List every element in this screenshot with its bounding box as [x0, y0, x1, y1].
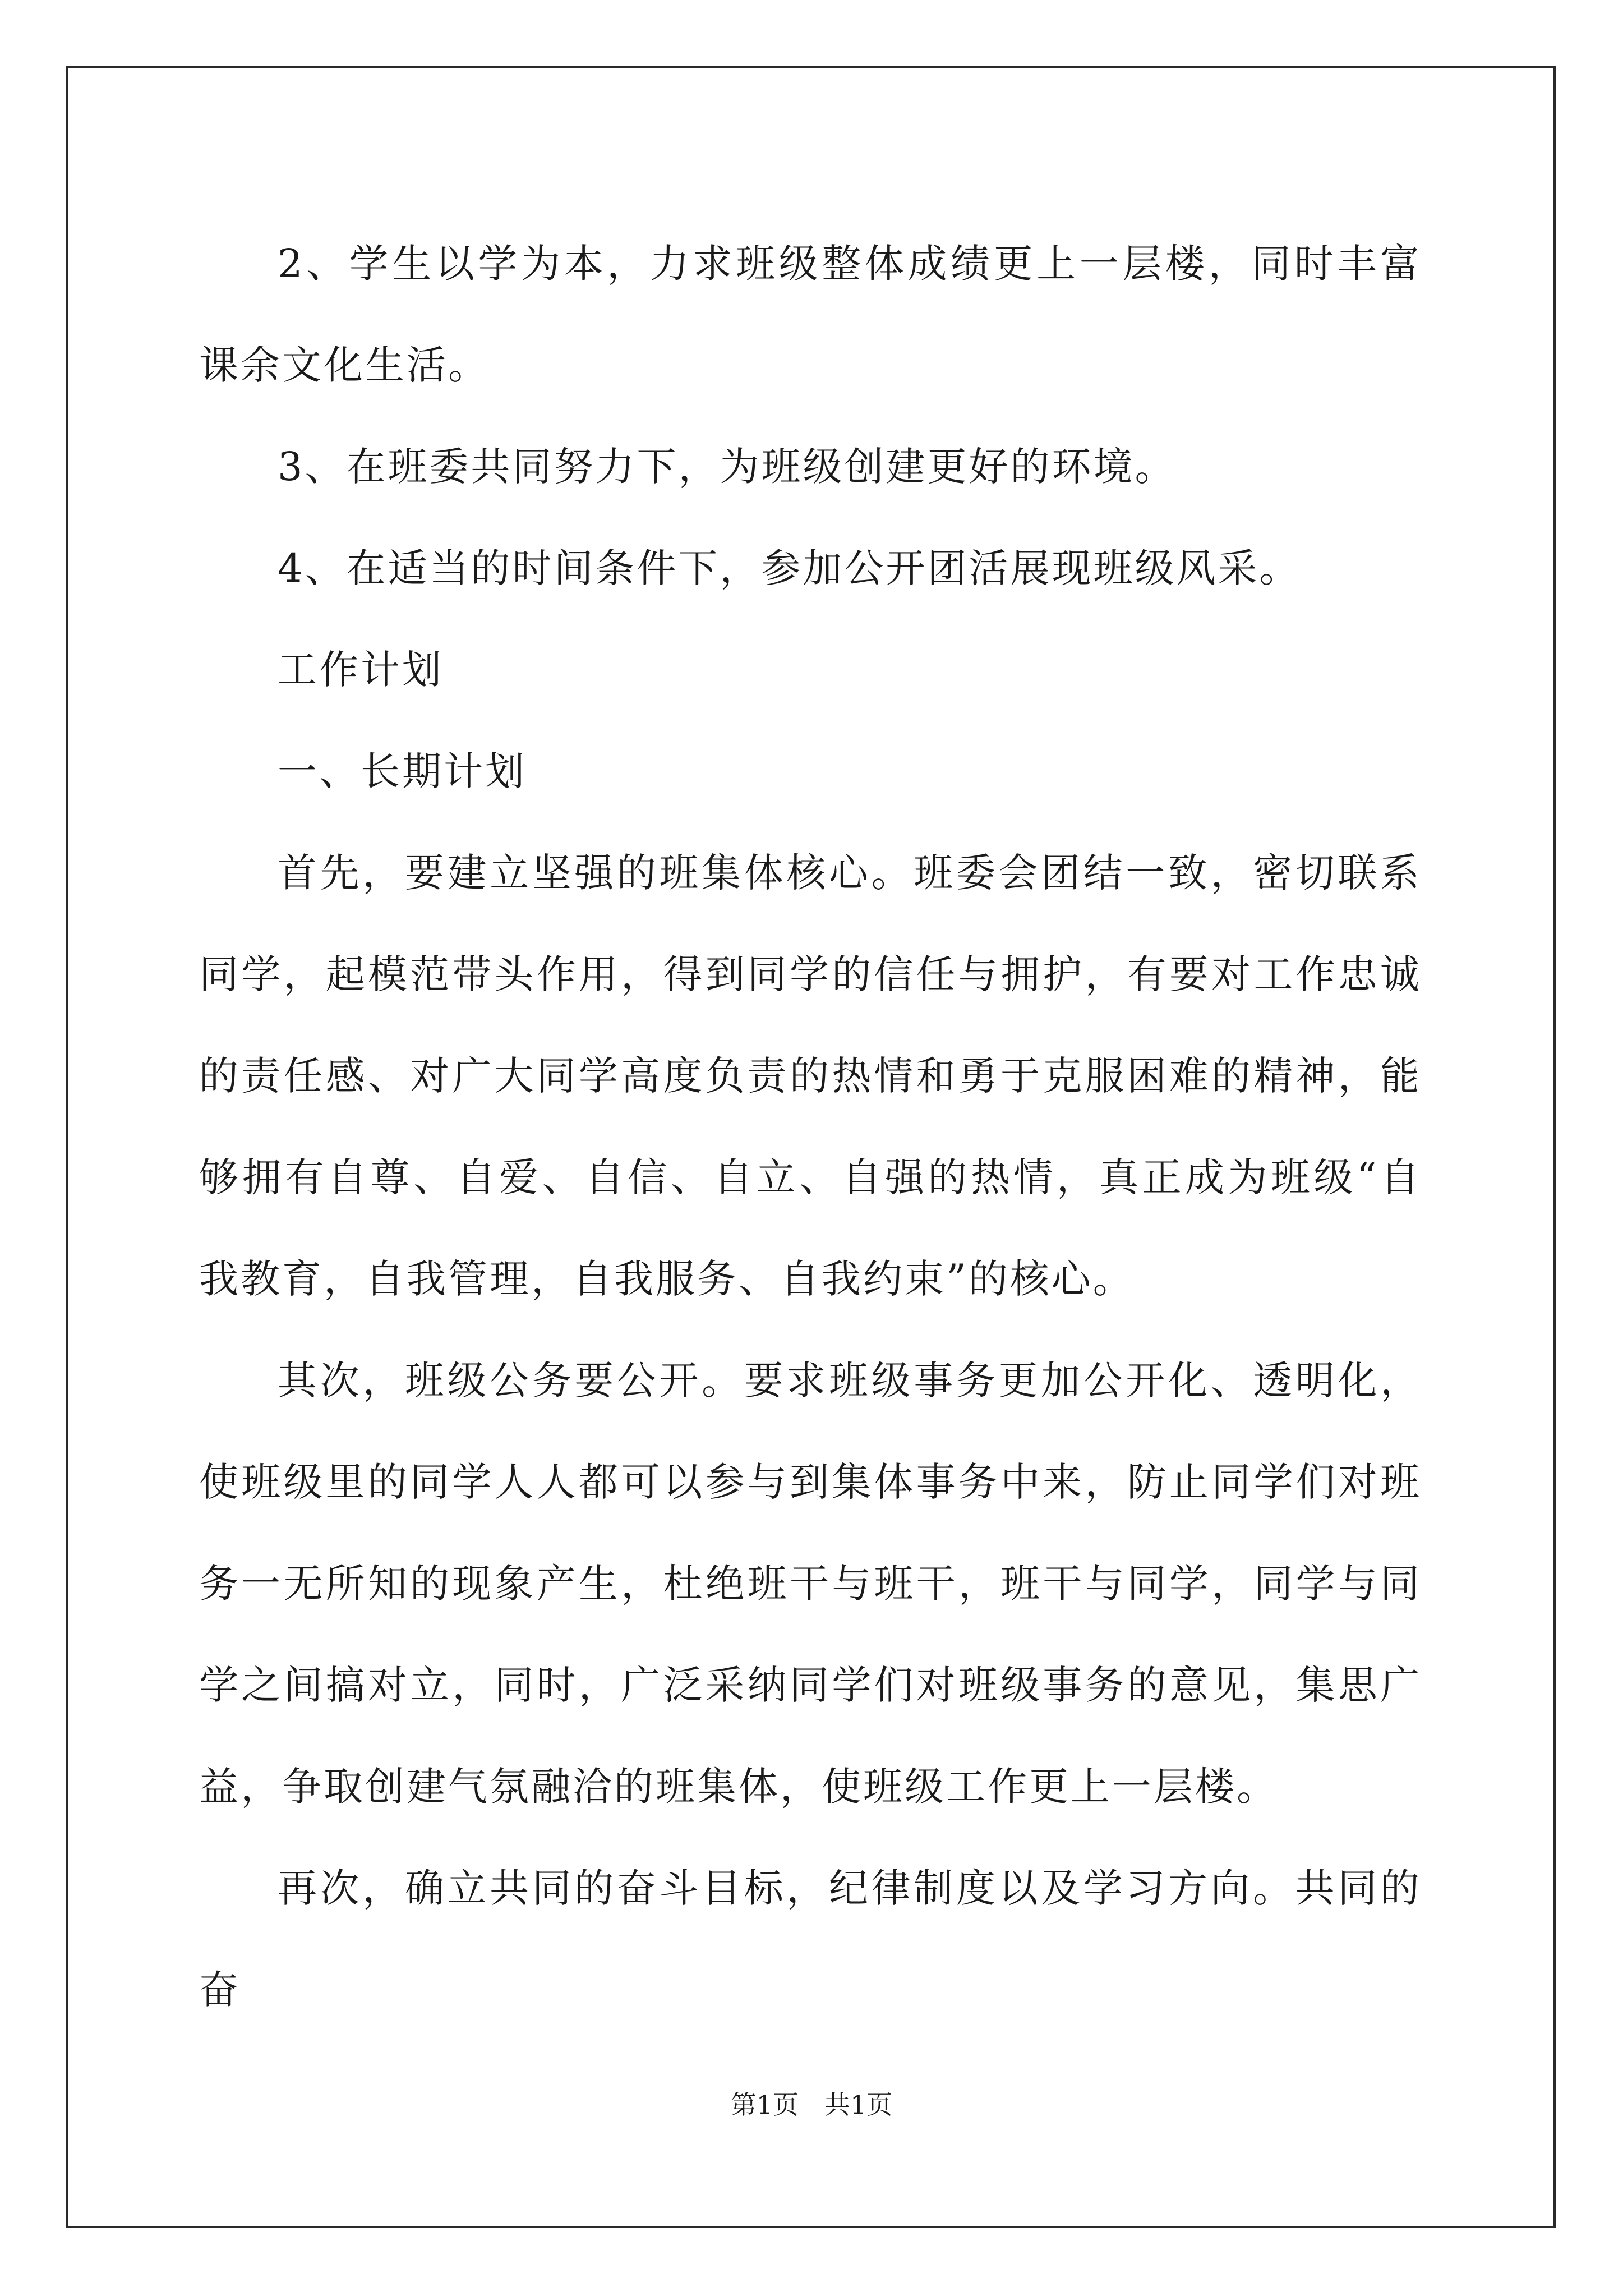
paragraph-goal-4: 4、在适当的时间条件下，参加公开团活展现班级风采。	[278, 545, 1301, 591]
document-body	[199, 213, 1422, 2041]
paragraph-third: 再次，确立共同的奋斗目标，纪律制度以及学习方向。共同的奋	[199, 1865, 1422, 2013]
paragraph-second: 其次，班级公务要公开。要求班级事务更加公开化、透明化，使班级里的同学人人都可以参与到集体事务中来，防止同学们对班务一无所知的现象产生，杜绝班干与班干，班干与同学，同学与同学之间搞对立，同时，广泛采纳同学们对班级事务的意见，集思广益，争取创建气氛融洽的班集体，使班级工作更上一层楼。	[199, 1358, 1422, 1810]
paragraph-first: 首先，要建立坚强的班集体核心。班委会团结一致，密切联系同学，起模范带头作用，得到同学的信任与拥护，有要对工作忠诚的责任感、对广大同学高度负责的热情和勇于克服困难的精神，能够拥有自尊、自爱、自信、自立、自强的热情，真正成为班级“自我教育，自我管理，自我服务、自我约束”的核心。	[199, 850, 1422, 1302]
page-number-footer: 第1页 共1页	[730, 2090, 893, 2120]
subheading-long-term-plan: 一、长期计划	[278, 748, 527, 794]
paragraph-goal-2: 2、学生以学为本，力求班级整体成绩更上一层楼，同时丰富课余文化生活。	[199, 241, 1422, 388]
paragraph-goal-3: 3、在班委共同努力下，为班级创建更好的环境。	[278, 444, 1177, 490]
section-heading-work-plan: 工作计划	[278, 647, 444, 693]
